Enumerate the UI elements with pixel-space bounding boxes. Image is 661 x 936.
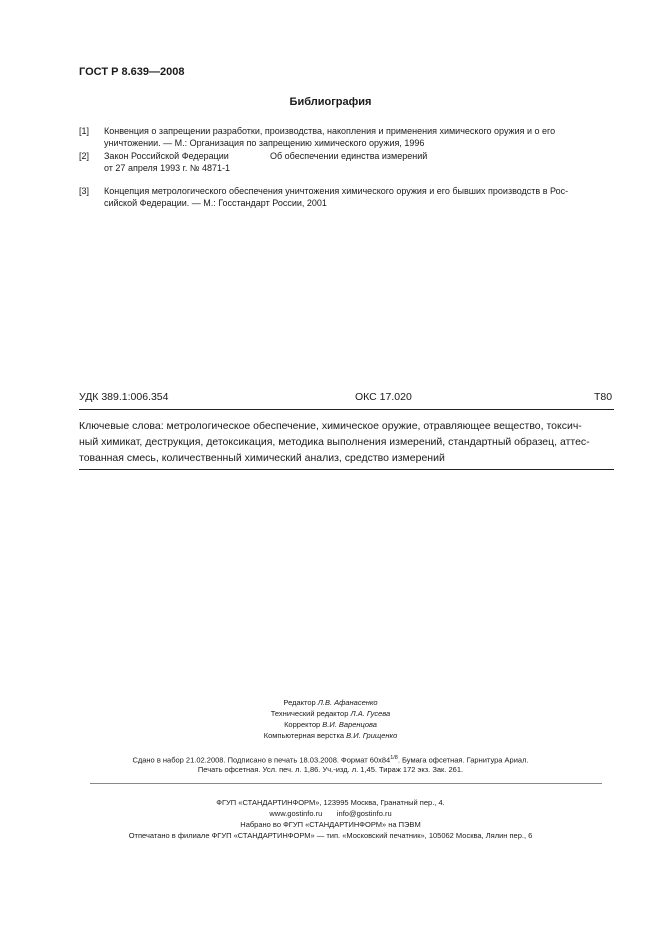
divider [79, 409, 614, 410]
credit-name: В.И. Грищенко [346, 731, 398, 740]
oks-code: ОКС 17.020 [355, 391, 412, 403]
publisher-printed: Отпечатано в филиале ФГУП «СТАНДАРТИНФОРМ» — тип. «Московский печатник», 105062 Москва, Лялин пер., 6 [128, 831, 533, 840]
publisher-block [0, 797, 661, 845]
credit-name: В.И. Варенцова [322, 720, 377, 729]
keywords-line: Ключевые слова: метрологическое обеспечение, химическое оружие, отравляющее вещество, токсич- [79, 420, 582, 432]
print-info-text: . Бумага офсетная. Гарнитура Ариал. [397, 755, 529, 765]
reference-number: [3] [79, 186, 90, 196]
credits-block [0, 697, 661, 745]
reference-number: [2] [79, 151, 90, 161]
keywords-line: ный химикат, деструкция, детоксикация, методика выполнения измерений, стандартный образец, аттес- [79, 436, 590, 448]
reference-number: [1] [79, 126, 90, 136]
bibliography-title: Библиография [289, 96, 372, 108]
credit-name: Л.В. Афанасенко [317, 698, 378, 707]
divider [90, 783, 602, 784]
credit-label: Технический редактор [270, 709, 349, 718]
credit-tech-editor [0, 708, 661, 719]
credit-label: Редактор [283, 698, 316, 707]
publisher-typeset: Набрано во ФГУП «СТАНДАРТИНФОРМ» на ПЭВМ [240, 820, 421, 829]
keywords-line: тованная смесь, количественный химический анализ, средство измерений [79, 452, 445, 464]
credit-name: Л.А. Гусева [350, 709, 391, 718]
keywords-block [79, 418, 616, 466]
reference-law-title: Об обеспечении единства измерений [270, 151, 428, 161]
print-format-fraction: 1/8 [390, 755, 398, 761]
print-info-text: Сдано в набор 21.02.2008. Подписано в печать 18.03.2008. Формат 60x84 [132, 755, 391, 765]
print-info-block [0, 752, 661, 778]
credit-label: Корректор [284, 720, 321, 729]
reference-text-line: Конвенция о запрещении разработки, производства, накопления и применения химического оружия и о его [104, 126, 556, 136]
credit-corrector [0, 719, 661, 730]
publisher-contacts: www.gostinfo.ru info@gostinfo.ru [269, 809, 392, 818]
credit-label: Компьютерная верстка [263, 731, 345, 740]
print-info-line: Печать офсетная. Усл. печ. л. 1,86. Уч.-изд. л. 1,45. Тираж 172 экз. Зак. 261. [197, 765, 464, 774]
classification-code: Т80 [594, 391, 613, 403]
reference-text-line: уничтожении. — М.: Организация по запрещению химического оружия, 1996 [104, 138, 425, 148]
reference-text-line: от 27 апреля 1993 г. № 4871-1 [104, 163, 231, 173]
standard-code: ГОСТ Р 8.639—2008 [79, 66, 185, 78]
reference-item [79, 150, 639, 174]
reference-law-name: Закон Российской Федерации [104, 151, 229, 161]
divider [79, 469, 614, 470]
reference-item [79, 185, 639, 209]
udc-code: УДК 389.1:006.354 [79, 391, 169, 403]
reference-text-line: сийской Федерации. — М.: Госстандарт России, 2001 [104, 198, 327, 208]
reference-item [79, 125, 639, 149]
reference-text-line: Концепция метрологического обеспечения уничтожения химического оружия и его бывших производств в Рос- [104, 186, 569, 196]
publisher-address: ФГУП «СТАНДАРТИНФОРМ», 123995 Москва, Гранатный пер., 4. [216, 798, 445, 807]
credit-layout [0, 730, 661, 741]
credit-editor [0, 697, 661, 708]
